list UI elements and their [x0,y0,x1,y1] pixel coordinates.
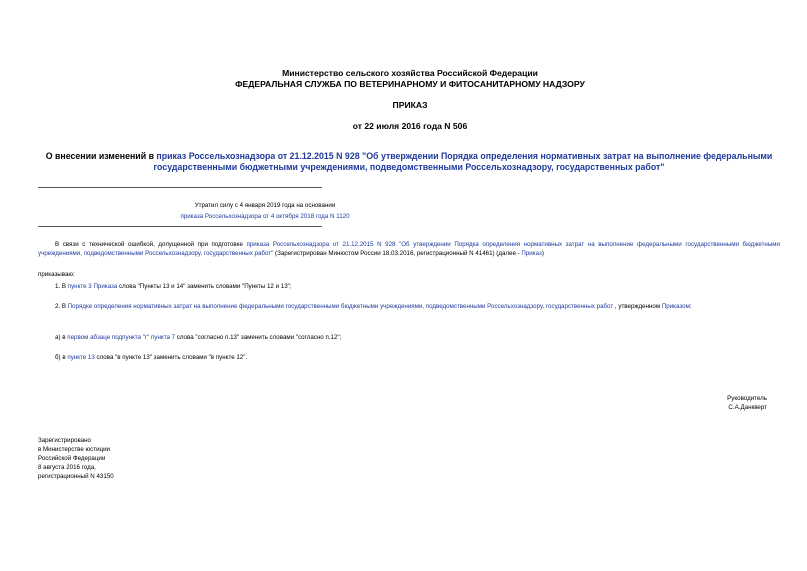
item-2b-text-1: б) в [55,354,68,361]
document-date: от 22 июля 2016 года N 506 [352,121,468,131]
item-2-text-1: 2. В [55,303,68,310]
item-2a-text-1: а) в [55,334,68,341]
registration-line: 8 августа 2016 года, [38,464,96,471]
registration-line: регистрационный N 43150 [38,473,114,480]
repeal-link[interactable]: приказа Россельхознадзора от 4 октября 2018 года N 1120 [180,213,350,220]
preamble-text-3: ) [541,250,544,257]
item-2-link-1[interactable]: Порядке определения нормативных затрат на выполнение федеральными государственными бюджетными учреждениями, подведомственными Россельхознадзору, государственных работ [67,303,614,310]
document-type: ПРИКАЗ [392,100,428,110]
repeal-line-1: Утратил силу с 4 января 2019 года на основании [194,202,336,209]
item-1 [38,282,780,291]
item-2b-link[interactable]: пункте 13 [67,354,95,361]
registration-line: Зарегистрировано [38,437,91,444]
preamble-text-1: В связи с технической ошибкой, допущенной при подготовке [55,241,247,248]
signature-name: С.А.Данкверт [728,404,767,411]
service-name: ФЕДЕРАЛЬНАЯ СЛУЖБА ПО ВЕТЕРИНАРНОМУ И ФИТОСАНИТАРНОМУ НАДЗОРУ [235,79,585,89]
registration-line: Российской Федерации [38,455,106,462]
signature-role: Руководитель [727,395,767,402]
item-2a-link[interactable]: первом абзаце подпункта "г" пункта 7 [67,334,176,341]
item-2-text-2: , утвержденном [613,303,662,310]
title-link[interactable]: приказ Россельхознадзора от 21.12.2015 N 928 "Об утверждении Порядка определения нормативных затрат на выполнение федеральными государственными бюджетными учреждениями, подведомственными Россельхознадзору, государственных работ" [153,151,773,172]
registration-line: в Министерстве юстиции [38,446,111,453]
preamble-paragraph [38,240,780,258]
item-2b-text-2: слова "в пункте 13" заменить словами "в пункте 12". [94,354,248,361]
item-1-text-1: 1. В [55,283,68,290]
item-2 [38,302,780,311]
ministry-name: Министерство сельского хозяйства Российской Федерации [282,68,538,78]
item-1-link[interactable]: пункте 3 Приказа [67,283,118,290]
item-2-text-3: : [689,303,692,310]
order-word: приказываю: [38,271,75,278]
preamble-link-1[interactable]: приказа Россельхознадзора от 21.12.2015 N 928 "Об утверждении Порядка определения нормативных затрат на выполнение федеральными государственными бюджетными учреждениями, подведомственными Россельхознадзору, государственных работ" [38,241,780,257]
repeal-note [38,201,492,221]
document-title [38,151,780,173]
title-prefix: О внесении изменений в [45,151,157,161]
preamble-link-2[interactable]: Приказ [521,250,542,257]
item-2-link-2[interactable]: Приказом [661,303,690,310]
registration-block [38,436,114,481]
item-2b [38,353,780,362]
divider-top [38,187,322,188]
preamble-text-2: (Зарегистрирован Минюстом России 18.03.2016, регистрационный N 41461) (далее - [273,250,522,257]
item-2a [38,333,780,342]
divider-bottom [38,226,322,227]
item-2a-text-2: слова "согласно п.13" заменить словами "согласно п.12"; [175,334,342,341]
signature-block [727,394,767,412]
item-1-text-2: слова "Пункты 13 и 14" заменить словами "Пункты 12 и 13"; [117,283,292,290]
